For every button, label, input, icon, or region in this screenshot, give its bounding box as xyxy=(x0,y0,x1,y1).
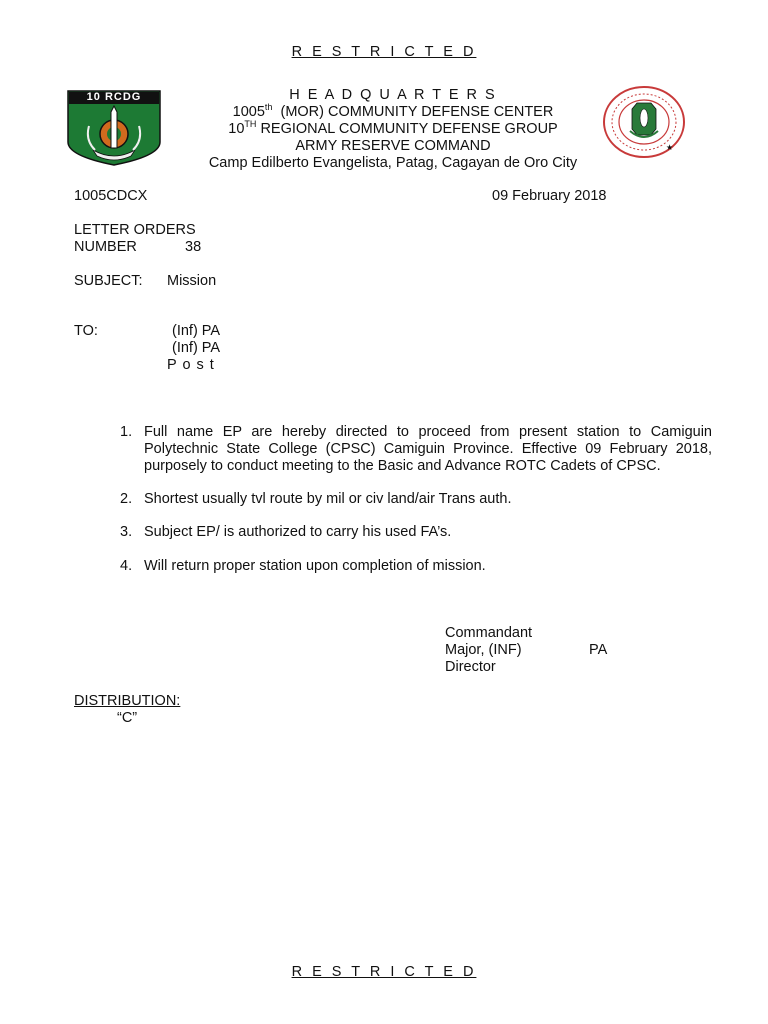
paragraph-number: 1. xyxy=(120,424,133,440)
camp-address: Camp Edilberto Evangelista, Patag, Cagayan de Oro City xyxy=(208,155,578,171)
paragraph-text: Will return proper station upon completion of mission. xyxy=(144,558,486,574)
group-number: 10 xyxy=(228,121,245,137)
subject-label: SUBJECT: xyxy=(74,273,143,289)
signatory-service: PA xyxy=(589,642,608,658)
headquarters-title: H E A D Q U A R T E R S xyxy=(289,87,497,103)
svg-text:★: ★ xyxy=(666,143,674,152)
paragraph-number: 4. xyxy=(120,558,133,574)
group-number-suffix: TH xyxy=(244,119,257,129)
signatory-title: Commandant xyxy=(445,625,533,641)
office-code: 1005CDCX xyxy=(74,188,148,204)
center-number: 1005 xyxy=(232,104,265,120)
order-number: 38 xyxy=(185,239,202,255)
rcdg-logo-text: 10 RCDG xyxy=(86,91,142,103)
classification-bottom: R E S T R I C T E D xyxy=(291,964,477,980)
signatory-position: Director xyxy=(445,659,496,675)
to-label: TO: xyxy=(74,323,98,339)
paragraph-text: Full name EP are hereby directed to proceed from present station to Camiguin Polytechnic State College (CPSC) Camiguin Province. Effective 09 February 2018, purposely to conduct meeting to the Basic and Advance ROTC Cadets of CPSC. xyxy=(144,424,712,474)
distribution-value: “C” xyxy=(117,710,138,726)
order-number-label: NUMBER xyxy=(74,239,137,255)
paragraph-text: Subject EP/ is authorized to carry his used FA’s. xyxy=(144,524,452,540)
group-name-text: REGIONAL COMMUNITY DEFENSE GROUP xyxy=(260,121,558,137)
letterhead xyxy=(0,87,768,172)
recipient-line: P o s t xyxy=(167,357,215,373)
paragraph-number: 2. xyxy=(120,491,133,507)
center-number-suffix: th xyxy=(264,102,273,112)
center-name xyxy=(0,104,768,121)
paragraph-number: 3. xyxy=(120,524,133,540)
recipient-line: (Inf) PA xyxy=(172,340,221,356)
subject-value: Mission xyxy=(167,273,217,289)
classification-top: R E S T R I C T E D xyxy=(291,44,477,60)
order-date: 09 February 2018 xyxy=(492,188,607,204)
group-name xyxy=(0,121,768,138)
signatory-rank: Major, (INF) xyxy=(445,642,522,658)
letter-orders-title: LETTER ORDERS xyxy=(74,222,196,238)
paragraph-text: Shortest usually tvl route by mil or civ land/air Trans auth. xyxy=(144,491,512,507)
center-name-text: (MOR) COMMUNITY DEFENSE CENTER xyxy=(280,104,554,120)
command-name: ARMY RESERVE COMMAND xyxy=(295,138,491,154)
distribution-label: DISTRIBUTION: xyxy=(74,693,181,709)
recipient-line: (Inf) PA xyxy=(172,323,221,339)
